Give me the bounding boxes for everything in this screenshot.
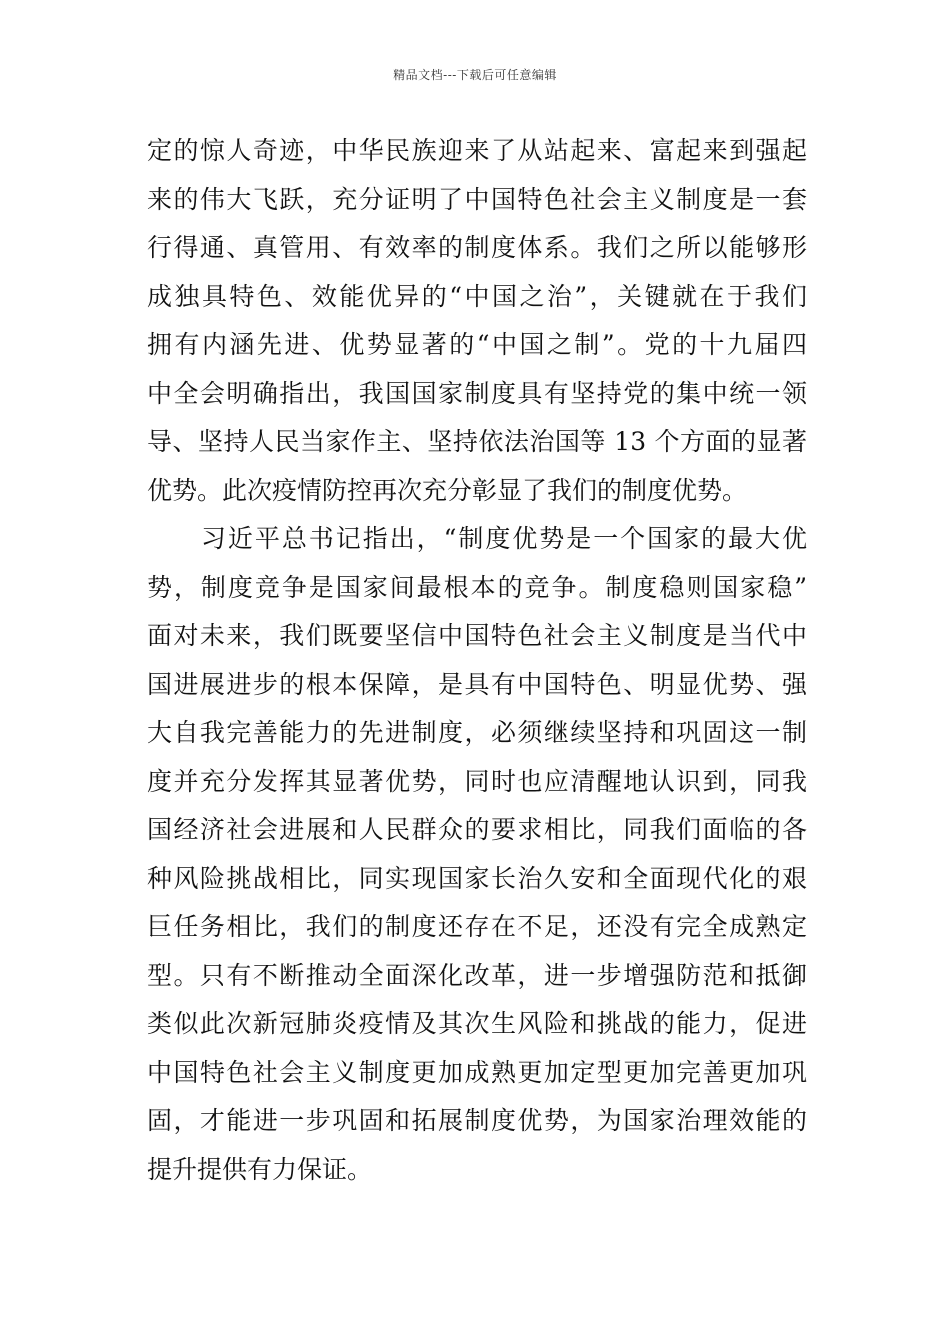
text-line: 面对未来，我们既要坚信中国特色社会主义制度是当代中: [147, 621, 807, 650]
text-line: 行得通、真管用、有效率的制度体系。我们之所以能够形: [147, 233, 807, 262]
text-line: 优势。此次疫情防控再次充分彰显了我们的制度优势。: [147, 475, 748, 505]
text-line: 型。只有不断推动全面深化改革，进一步增强防范和抵御: [147, 960, 807, 990]
document-body: [147, 127, 807, 1194]
paragraph: [147, 515, 807, 1194]
text-line: 习近平总书记指出，“制度优势是一个国家的最大优: [147, 524, 807, 553]
paragraph: [147, 127, 807, 515]
text-line: 拥有内涵先进、优势显著的“中国之制”。党的十九届四: [147, 330, 807, 359]
text-line: 种风险挑战相比，同实现国家长治久安和全面现代化的艰: [147, 863, 807, 893]
text-line: 来的伟大飞跃，充分证明了中国特色社会主义制度是一套: [147, 184, 807, 214]
text-line: 提升提供有力保证。: [147, 1154, 373, 1184]
text-line: 固，才能进一步巩固和拓展制度优势，为国家治理效能的: [147, 1106, 807, 1135]
page-header: 精品文档---下载后可任意编辑: [393, 68, 557, 82]
text-line: 导、坚持人民当家作主、坚持依法治国等 13 个方面的显著: [147, 427, 807, 456]
text-line: 中全会明确指出，我国国家制度具有坚持党的集中统一领: [147, 378, 807, 408]
text-line: 中国特色社会主义制度更加成熟更加定型更加完善更加巩: [147, 1057, 807, 1087]
text-line: 大自我完善能力的先进制度，必须继续坚持和巩固这一制: [147, 718, 807, 747]
text-line: 巨任务相比，我们的制度还存在不足，还没有完全成熟定: [147, 912, 807, 941]
text-line: 度并充分发挥其显著优势，同时也应清醒地认识到，同我: [147, 766, 807, 796]
text-line: 成独具特色、效能优异的“中国之治”，关键就在于我们: [147, 281, 807, 311]
text-line: 势，制度竞争是国家间最根本的竞争。制度稳则国家稳”: [147, 572, 807, 602]
text-line: 类似此次新冠肺炎疫情及其次生风险和挑战的能力，促进: [147, 1009, 807, 1038]
text-line: 定的惊人奇迹，中华民族迎来了从站起来、富起来到强起: [147, 136, 807, 165]
text-line: 国进展进步的根本保障，是具有中国特色、明显优势、强: [147, 669, 807, 699]
text-line: 国经济社会进展和人民群众的要求相比，同我们面临的各: [147, 815, 807, 844]
